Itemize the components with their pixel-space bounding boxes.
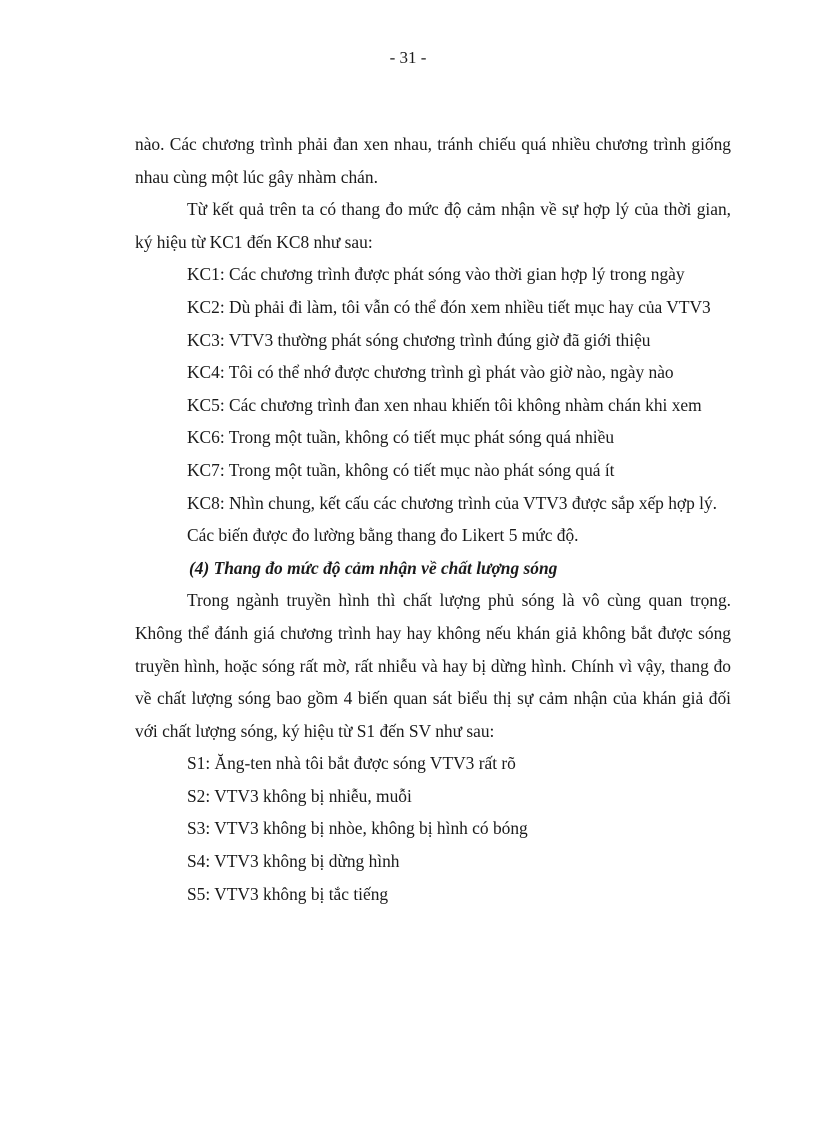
paragraph-signal-quality: Trong ngành truyền hình thì chất lượng phủ sóng là vô cùng quan trọng. Không thể đánh giá chương trình hay hay không nếu khán giả không bắt được sóng truyền hình, hoặc sóng rất mờ, rất nhiễu và hay bị dừng hình. Chính vì vậy, thang đo về chất lượng sóng bao gồm 4 biến quan sát biểu thị sự cảm nhận của khán giả đối với chất lượng sóng, ký hiệu từ S1 đến SV như sau:: [135, 590, 731, 741]
page-number: - 31 -: [389, 48, 427, 67]
list-item-kc8: KC8: Nhìn chung, kết cấu các chương trình của VTV3 được sắp xếp hợp lý.: [187, 492, 718, 513]
list-item-s4: S4: VTV3 không bị dừng hình: [187, 851, 400, 872]
paragraph-continuation: nào. Các chương trình phải đan xen nhau, tránh chiếu quá nhiều chương trình giống nhau cùng một lúc gây nhàm chán.: [135, 134, 731, 187]
list-item-s3: S3: VTV3 không bị nhòe, không bị hình có bóng: [187, 818, 528, 839]
list-item-s5: S5: VTV3 không bị tắc tiếng: [187, 883, 389, 904]
list-item-kc4: KC4: Tôi có thể nhớ được chương trình gì phát vào giờ nào, ngày nào: [187, 362, 674, 383]
list-item-kc7: KC7: Trong một tuần, không có tiết mục nào phát sóng quá ít: [187, 459, 615, 480]
paragraph-scale-intro: Từ kết quả trên ta có thang đo mức độ cảm nhận về sự hợp lý của thời gian, ký hiệu từ KC1 đến KC8 như sau:: [135, 199, 731, 252]
list-item-kc2: KC2: Dù phải đi làm, tôi vẫn có thể đón xem nhiều tiết mục hay của VTV3: [187, 296, 711, 317]
list-item-kc5: KC5: Các chương trình đan xen nhau khiến tôi không nhàm chán khi xem: [187, 394, 702, 415]
document-body: [135, 128, 731, 910]
section-heading: (4) Thang đo mức độ cảm nhận về chất lượng sóng: [189, 557, 558, 578]
paragraph-likert-note: Các biến được đo lường bằng thang đo Likert 5 mức độ.: [187, 525, 579, 546]
list-item-s1: S1: Ăng-ten nhà tôi bắt được sóng VTV3 rất rõ: [187, 753, 516, 774]
list-item-kc3: KC3: VTV3 thường phát sóng chương trình đúng giờ đã giới thiệu: [187, 329, 651, 350]
list-item-s2: S2: VTV3 không bị nhiễu, muỗi: [187, 785, 412, 806]
list-item-kc6: KC6: Trong một tuần, không có tiết mục phát sóng quá nhiều: [187, 427, 615, 448]
list-item-kc1: KC1: Các chương trình được phát sóng vào thời gian hợp lý trong ngày: [187, 264, 685, 285]
